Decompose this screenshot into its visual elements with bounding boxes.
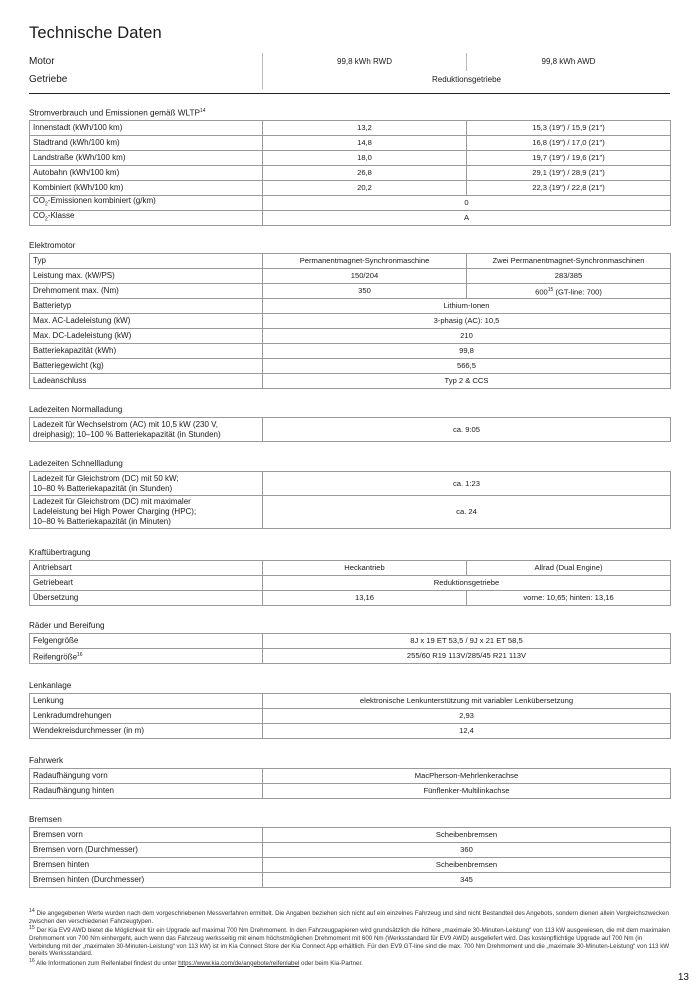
table-row [30,196,671,211]
footnote-15: $^{15}$ Der Kia EV9 AWD bietet die Möglichkeit für ein Upgrade auf maximal 700 Nm Drehmoment. In den Fahrzeugpapieren wird grundsätzlich die höhere „maximale 30-Minuten-Leistung“ von 113 kW ausgewiesen, die mit dem maximalen Drehmoment von 700 Nm einhergeht, auch wenn das Fahrzeug werksseitig mit einem höchstmöglichen Drehmoment mit 600 Nm (Werksstandard für EV9 AWD) ausgeliefert wird. Das kostenpflichtige Upgrade auf 700 Nm (in Verbindung mit der „maximalen 30-Minuten-Leistung“ von 113 kW) ist im Kia Connect Store der Kia Connect App erhältlich. Für den EV9 GT-line sind die max. 700 Nm Drehmoment und die „maximale 30-Minuten-Leistung“ von 113 kW bereits Werksstandard. [29,925,670,958]
row-label: Bremsen vorn (Durchmesser) [30,843,263,858]
section-title-schnellladung: Ladezeiten Schnellladung [29,459,123,468]
footnotes [29,908,670,967]
row-label: Radaufhängung vorn [30,769,263,784]
row-label: Max. AC-Ladeleistung (kW) [30,314,263,329]
row-label: Max. DC-Ladeleistung (kW) [30,329,263,344]
row-label: Bremsen hinten [30,858,263,873]
section-title-lenkanlage: Lenkanlage [29,681,72,690]
table-row [30,634,671,649]
table-row [30,561,671,576]
value: 3-phasig (AC): 10,5 [263,314,671,329]
table-row [30,472,671,496]
motor-awd: 99,8 kWh AWD [541,57,596,66]
section-title-bremsen: Bremsen [29,815,62,824]
value: 345 [263,873,671,888]
value-rwd: 13,16 [263,591,467,606]
table-row [30,269,671,284]
value-awd: 29,1 (19") / 28,9 (21") [467,166,671,181]
section-title-wltp: Stromverbrauch und Emissionen gemäß WLTP$^{14}$ [29,108,206,118]
row-label: Antriebsart [30,561,263,576]
value-rwd: 150/204 [263,269,467,284]
value: ca. 24 [263,496,671,529]
value-rwd: 18,0 [263,151,467,166]
value: 8J x 19 ET 53,5 / 9J x 21 ET 58,5 [263,634,671,649]
row-label: $CO_2$-Emissionen kombiniert (g/km) [30,196,263,211]
value: MacPherson-Mehrlenkerachse [263,769,671,784]
table-row [30,828,671,843]
row-label: Bremsen vorn [30,828,263,843]
section-title-normalladung: Ladezeiten Normalladung [29,405,123,414]
table-row [30,211,671,226]
table-row [30,694,671,709]
getriebe-value: Reduktionsgetriebe [432,75,501,84]
row-label: Radaufhängung hinten [30,784,263,799]
header-divider [29,93,670,94]
motor-label: Motor [29,56,55,67]
value: 0 [263,196,671,211]
table-row [30,359,671,374]
table-row [30,591,671,606]
table-row [30,649,671,664]
row-label: Ladezeit für Gleichstrom (DC) mit 50 kW; 10–80 % Batteriekapazität (in Stunden) [30,472,263,496]
section-title-elektromotor: Elektromotor [29,241,76,250]
value-awd: vorne: 10,65; hinten: 13,16 [467,591,671,606]
value-rwd: 350 [263,284,467,299]
value: A [263,211,671,226]
value-awd: Zwei Permanentmagnet-Synchronmaschinen [467,254,671,269]
motor-values [262,53,670,71]
row-label: Lenkung [30,694,263,709]
value: ca. 1:23 [263,472,671,496]
value-rwd: 14,8 [263,136,467,151]
normalladung-table [29,417,671,442]
wltp-table [29,120,671,226]
table-row [30,709,671,724]
value: 566,5 [263,359,671,374]
value-rwd: 13,2 [263,121,467,136]
value: Reduktionsgetriebe [263,576,671,591]
value: Lithium-Ionen [263,299,671,314]
table-row [30,136,671,151]
value-awd: 15,3 (19") / 15,9 (21") [467,121,671,136]
table-row [30,873,671,888]
table-row [30,843,671,858]
table-row [30,784,671,799]
value-awd: $600^{15}$ (GT-line: 700) [467,284,671,299]
footnote-16: $^{16}$ Alle Informationen zum Reifenlabel findest du unter https://www.kia.com/de/angebote/reifenlabel oder beim Kia-Partner. [29,957,363,967]
row-label: Getriebeart [30,576,263,591]
table-row [30,576,671,591]
getriebe-values [262,71,670,89]
row-label: Batterietyp [30,299,263,314]
table-row [30,374,671,389]
reifenlabel-link[interactable]: https://www.kia.com/de/angebote/reifenlabel [178,959,300,967]
footnote-14: $^{14}$ Die angegebenen Werte wurden nach dem vorgeschriebenen Messverfahren ermittelt. Die Angaben beziehen sich nicht auf ein einzelnes Fahrzeug und sind nicht Bestandteil des Angebots, sondern dienen allein Vergleichszwecken zwischen den verschiedenen Fahrzeugtypen. [29,908,669,925]
value: 210 [263,329,671,344]
value: elektronische Lenkunterstützung mit variabler Lenkübersetzung [263,694,671,709]
table-row [30,769,671,784]
value: 255/60 R19 113V/285/45 R21 113V [263,649,671,664]
value-rwd: 20,2 [263,181,467,196]
value-rwd: 26,8 [263,166,467,181]
section-title-kraftuebertragung: Kraftübertragung [29,548,91,557]
elektromotor-table [29,253,671,389]
row-label: Drehmoment max. (Nm) [30,284,263,299]
table-row [30,344,671,359]
table-row [30,299,671,314]
table-row [30,418,671,442]
row-label: Wendekreisdurchmesser (in m) [30,724,263,739]
table-row [30,284,671,299]
value-awd: 19,7 (19") / 19,6 (21") [467,151,671,166]
row-label: Stadtrand (kWh/100 km) [30,136,263,151]
table-row [30,166,671,181]
row-label: Typ [30,254,263,269]
row-label: Ladezeit für Gleichstrom (DC) mit maximaler Ladeleistung bei High Power Charging (HPC); 10–80 % Batteriekapazität (in Minuten) [30,496,263,529]
kraftuebertragung-table [29,560,671,606]
row-label: Innenstadt (kWh/100 km) [30,121,263,136]
value: 12,4 [263,724,671,739]
table-row [30,858,671,873]
table-row [30,329,671,344]
table-row [30,121,671,136]
row-label: Leistung max. (kW/PS) [30,269,263,284]
table-row [30,724,671,739]
motor-rwd: 99,8 kWh RWD [337,57,392,66]
row-label: Autobahn (kWh/100 km) [30,166,263,181]
table-row [30,496,671,529]
getriebe-label: Getriebe [29,74,68,85]
table-row [30,151,671,166]
row-label: Ladezeit für Wechselstrom (AC) mit 10,5 kW (230 V, dreiphasig); 10–100 % Batteriekapazität (in Stunden) [30,418,263,442]
value: 360 [263,843,671,858]
row-label: Felgengröße [30,634,263,649]
bremsen-table [29,827,671,888]
value-awd: 283/385 [467,269,671,284]
value-rwd: Permanentmagnet-Synchronmaschine [263,254,467,269]
value-rwd: Heckantrieb [263,561,467,576]
value: 2,93 [263,709,671,724]
raeder-table [29,633,671,664]
schnellladung-table [29,471,671,529]
value: Typ 2 & CCS [263,374,671,389]
row-label: $CO_2$-Klasse [30,211,263,226]
row-label: Ladeanschluss [30,374,263,389]
row-label: Übersetzung [30,591,263,606]
value: ca. 9:05 [263,418,671,442]
page-title: Technische Daten [29,24,162,42]
row-label: Landstraße (kWh/100 km) [30,151,263,166]
value: 99,8 [263,344,671,359]
section-title-raeder: Räder und Bereifung [29,621,105,630]
section-title-fahrwerk: Fahrwerk [29,756,64,765]
row-label: Lenkradumdrehungen [30,709,263,724]
row-label: Bremsen hinten (Durchmesser) [30,873,263,888]
value-awd: Allrad (Dual Engine) [467,561,671,576]
row-label: Batteriekapazität (kWh) [30,344,263,359]
value-awd: 16,8 (19") / 17,0 (21") [467,136,671,151]
value: Scheibenbremsen [263,858,671,873]
value: Fünflenker-Multilinkachse [263,784,671,799]
row-label: Kombiniert (kWh/100 km) [30,181,263,196]
row-label: Reifengröße$^{16}$ [30,649,263,664]
value-awd: 22,3 (19") / 22,8 (21") [467,181,671,196]
lenkanlage-table [29,693,671,739]
table-row [30,314,671,329]
table-row [30,181,671,196]
page-number: 13 [677,972,689,983]
fahrwerk-table [29,768,671,799]
row-label: Batteriegewicht (kg) [30,359,263,374]
table-row [30,254,671,269]
value: Scheibenbremsen [263,828,671,843]
